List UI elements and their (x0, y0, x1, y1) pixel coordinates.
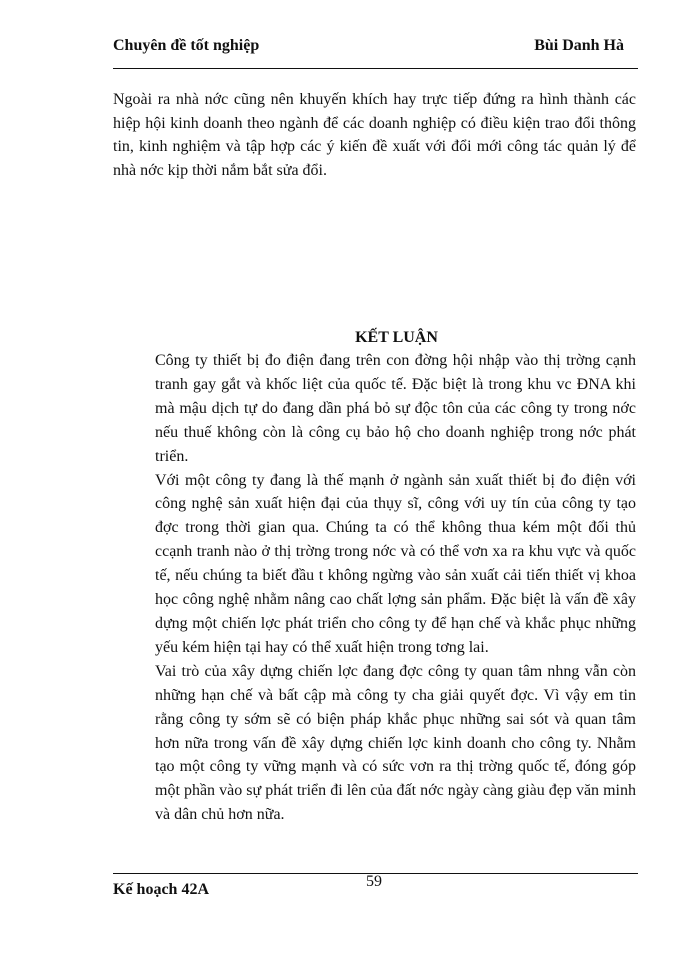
header-rule (113, 68, 638, 69)
conclusion-paragraph: Với một công ty đang là thế mạnh ở ngành sản xuất thiết bị đo điện với công nghệ sản xuất hiện đại của thụy sĩ, công với uy tín của công ty tạo đợc trong thời gian qua. Chúng ta có thể không thua kém một đối thủ ccạnh tranh nào ở thị trờng trong nớc và có thể vơn xa ra khu vực và quốc tế, nếu chúng ta biết đầu t không ngừng vào sản xuất cải tiến thiết vị khoa học công nghệ nhằm nâng cao chất lợng sản phẩm. Đặc biệt là vấn đề xây dựng một chiến lợc phát triển cho công ty để hạn chế và khắc phục những yếu kém hiện tại hay có thể xuất hiện trong tơng lai. (155, 471, 636, 656)
header-title: Chuyên đề tốt nghiệp (113, 37, 260, 54)
conclusion-body (155, 349, 636, 827)
footer-label: Kế hoạch 42A (113, 881, 209, 898)
page-number: 59 (366, 873, 382, 890)
header-author: Bùi Danh Hà (534, 37, 624, 54)
intro-paragraph: Ngoài ra nhà nớc cũng nên khuyến khích hay trực tiếp đứng ra hình thành các hiệp hội kinh doanh theo ngành để các doanh nghiệp có điều kiện trao đổi thông tin, kinh nghiệm và tập hợp các ý kiến đề xuất với đổi mới công tác quản lý để nhà nớc kịp thời nắm bắt sửa đổi. (113, 91, 636, 179)
conclusion-paragraph: Vai trò của xây dựng chiến lợc đang đợc công ty quan tâm nhng vẫn còn những hạn chế và bất cập mà công ty cha giải quyết đợc. Vì vậy em tin rằng công ty sớm sẽ có biện pháp khắc phục những sai sót và quan tâm hơn nữa trong vấn đề xây dựng chiến lợc kinh doanh cho công ty. Nhằm tạo một công ty vững mạnh và có sức vơn ra thị trờng quốc tế, đóng góp một phần vào sự phát triển đi lên của đất nớc ngày càng giàu đẹp văn minh và dân chủ hơn nữa. (155, 662, 636, 824)
conclusion-title: KẾT LUẬN (355, 329, 438, 346)
conclusion-paragraph: Công ty thiết bị đo điện đang trên con đờng hội nhập vào thị trờng cạnh tranh gay gắt và khốc liệt của quốc tế. Đặc biệt là trong khu vc ĐNA khi mà mậu dịch tự do đang dần phá bỏ sự độc tôn của các công ty trong nớc nếu thuế không còn là công cụ bảo hộ cho doanh nghiệp trong nớc phát triển. (155, 352, 636, 465)
